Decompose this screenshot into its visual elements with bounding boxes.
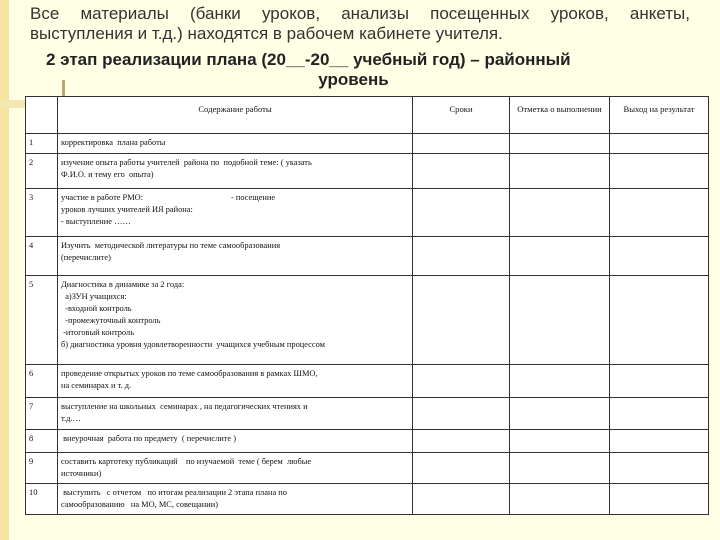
table-header-row [26, 97, 709, 134]
row-deadline-cell[interactable] [413, 365, 510, 398]
row-content: внеурочная работа по предмету ( перечислите ) [58, 430, 413, 453]
row-deadline-cell[interactable] [413, 189, 510, 237]
row-note-cell[interactable] [510, 430, 610, 453]
intro-word: материалы [80, 4, 169, 23]
intro-word: (банки [190, 4, 241, 23]
decorative-left-bar [0, 0, 9, 540]
row-number: 6 [26, 365, 58, 398]
stage-heading-line-1: 2 этап реализации плана (20__-20__ учебный год) – районный [46, 50, 571, 69]
intro-word: уроков, [261, 4, 321, 23]
row-content: изучение опыта работы учителей района по подобной теме: ( указать Ф.И.О. и тему его опыта) [58, 154, 413, 189]
header-number [26, 97, 58, 134]
intro-word: посещенных [430, 4, 530, 23]
row-note-cell[interactable] [510, 276, 610, 365]
row-number: 4 [26, 237, 58, 276]
row-number: 10 [26, 484, 58, 515]
header-deadline: Сроки [413, 97, 510, 134]
row-deadline-cell[interactable] [413, 398, 510, 430]
table-row [26, 430, 709, 453]
row-deadline-cell[interactable] [413, 237, 510, 276]
row-deadline-cell[interactable] [413, 430, 510, 453]
row-number: 8 [26, 430, 58, 453]
row-number: 3 [26, 189, 58, 237]
intro-text [30, 4, 720, 44]
header-result: Выход на результат [610, 97, 709, 134]
row-note-cell[interactable] [510, 484, 610, 515]
row-content: выступить с отчетом по итогам реализации 2 этапа плана по самообразованию на МО, МС, совещании) [58, 484, 413, 515]
row-content: выступление на школьных семинарах , на педагогических чтениях и т.д.… [58, 398, 413, 430]
table-row [26, 154, 709, 189]
row-content: Диагностика в динамике за 2 года: а)ЗУН учащихся: -входной контроль -промежуточный контроль -итоговый контроль б) диагностика уровня удовлетворенности учащихся учебным процессом [58, 276, 413, 365]
row-result-cell[interactable] [610, 154, 709, 189]
row-deadline-cell[interactable] [413, 134, 510, 154]
intro-word: анализы [341, 4, 409, 23]
row-deadline-cell[interactable] [413, 453, 510, 484]
row-note-cell[interactable] [510, 398, 610, 430]
table-row [26, 365, 709, 398]
row-result-cell[interactable] [610, 189, 709, 237]
row-result-cell[interactable] [610, 484, 709, 515]
row-note-cell[interactable] [510, 134, 610, 154]
row-result-cell[interactable] [610, 398, 709, 430]
intro-word: уроков, [550, 4, 609, 23]
row-content: Изучить методической литературы по теме самообразования (перечислите) [58, 237, 413, 276]
row-number: 1 [26, 134, 58, 154]
plan-table [25, 96, 709, 515]
table-row [26, 484, 709, 515]
intro-line-1 [30, 4, 690, 24]
row-result-cell[interactable] [610, 365, 709, 398]
row-result-cell[interactable] [610, 237, 709, 276]
row-note-cell[interactable] [510, 237, 610, 276]
intro-word: Все [30, 4, 60, 23]
stage-heading-line-2: уровень [318, 70, 389, 89]
row-content: участие в работе РМО: - посещение уроков лучших учителей ИЯ района: - выступление …… [58, 189, 413, 237]
header-content: Содержание работы [58, 97, 413, 134]
row-number: 5 [26, 276, 58, 365]
row-note-cell[interactable] [510, 453, 610, 484]
row-result-cell[interactable] [610, 453, 709, 484]
row-content: составить картотеку публикаций по изучаемой теме ( берем любые источники) [58, 453, 413, 484]
table-row [26, 276, 709, 365]
row-number: 2 [26, 154, 58, 189]
row-deadline-cell[interactable] [413, 484, 510, 515]
row-number: 9 [26, 453, 58, 484]
row-number: 7 [26, 398, 58, 430]
row-result-cell[interactable] [610, 134, 709, 154]
row-content: корректировка плана работы [58, 134, 413, 154]
table-row [26, 453, 709, 484]
table-row [26, 189, 709, 237]
table-row [26, 237, 709, 276]
row-note-cell[interactable] [510, 189, 610, 237]
intro-line-2: выступления и т.д.) находятся в рабочем кабинете учителя. [30, 24, 503, 43]
table-row [26, 398, 709, 430]
row-deadline-cell[interactable] [413, 154, 510, 189]
row-content: проведение открытых уроков по теме самообразования в рамках ШМО, на семинарах и т. д. [58, 365, 413, 398]
table-row [26, 134, 709, 154]
row-note-cell[interactable] [510, 154, 610, 189]
header-completion-note: Отметка о выполнении [510, 97, 610, 134]
stage-heading [46, 50, 701, 90]
row-result-cell[interactable] [610, 276, 709, 365]
row-note-cell[interactable] [510, 365, 610, 398]
row-result-cell[interactable] [610, 430, 709, 453]
row-deadline-cell[interactable] [413, 276, 510, 365]
intro-word: анкеты, [629, 4, 690, 23]
